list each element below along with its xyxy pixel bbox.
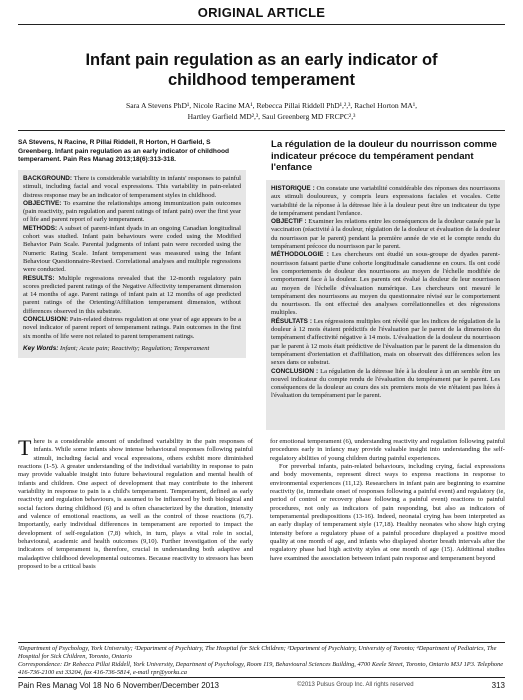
french-title: La régulation de la douleur du nourrisson comme indicateur précoce du tempérament pendant l'enfance [271,139,498,173]
abstract-box [18,170,246,358]
resume-label: OBJECTIF : [271,218,307,226]
journal-reference: Pain Res Manag Vol 18 No 6 November/December 2013 [18,681,219,690]
abstract-text: A subset of parent-infant dyads in an ongoing Canadian longitudinal cohort was studied. Infant pain behaviours were coded using the Modified Behavior Pain Scale. Parental judgments of infant pain were recorded using the Numeric Rating Scale. Infant temperament was measured using the Infant Behaviour Questionnaire-Revised. Correlational analyses and multiple regressions were conducted. [23,224,241,274]
abstract-text: To examine the relationships among immunization pain outcomes (pain reactivity, pain regulation and parent ratings of infant pain) over the first year of life and parent report of early temperament. [23,199,241,224]
french-abstract-box [266,180,505,430]
keywords [23,345,241,353]
abstract-paragraph [23,316,241,341]
resume-text: Les régressions multiples ont révélé que les indices de régulation de la douleur à 12 mois étaient prédictifs de l'évaluation par le parent de la dimension du tempérament d'affectivité négative à 14 mois. L'évaluation de la douleur du nourrisson par le parent à 12 mois était prédictive de l'évaluation par le parent de la dimension du tempérament d'orientation et d'affiliation, mais on observait des différences selon les sexes dans ce substrat. [271,317,500,367]
resume-label: RÉSULTATS : [271,317,312,325]
header-rule [18,24,505,25]
correspondence-footnote: Correspondence: Dr Rebecca Pillai Riddell, York University, Department of Psychology, Room 119, Behavioural Sciences Building, 4700 Keele Street, Toronto, Ontario M3J 1P3. Telephone 416-736-2100 ext 33204, fax 416-736-5814, e-mail rpr@yorku.ca [18,661,504,677]
affiliations-footnote: ¹Department of Psychology, York University; ²Department of Psychiatry, The Hospital for Sick Children; ³Department of Psychiatry, University of Toronto; ⁴Department of Pediatrics, The Hospital for Sick Children, Toronto, Ontario [18,645,497,661]
resume-label: HISTORIQUE : [271,185,315,192]
abstract-paragraph [23,175,241,200]
title-line: Infant pain regulation as an early indicator of [85,51,438,69]
title-rule [18,130,505,131]
body-paragraph: For preverbal infants, pain-related behaviours, including crying, facial expressions and body movements, represent direct ways to express reactions in response to environmental experiences (11,12). Researchers in infant pain are beginning to examine reactivity (ie, immediate onset of responses following a painful event) and regulatory (ie, period of control or recovery phase following a painful event) reactions to painful procedures, not only as indicators of pain responding, but also as indicators of temperamental predispositions (13-16). Indeed, neonatal crying has been interpreted as an early display of temperament style (17,18). Healthy neonates who show high crying intensity before a regulatory phase of a painful procedure displayed a positive mood quality at one month of age, and infants who displayed shorter breath intervals after the regulatory phase had high activity styles at one month of age (15). Additional studies have examined the association between infant pain response and temperament beyond [270,463,505,562]
abstract-paragraph [23,275,241,316]
body-paragraph [18,435,253,572]
resume-label: CONCLUSION : [271,367,319,375]
abstract-label: OBJECTIVE: [23,199,62,207]
body-text: here is a considerable amount of undefined variability in the pain responses of infants. While some infants show intense behavioural responses following painful stimuli, including facial and vocal expressions, others exhibit more diminished reactions (1-5). A greater understanding of the individual variability in response to pain may provide valuable insight into future behavioural regulation and mental health of infants and children. One aspect of development that may contribute to the inherent variability in response to pain is a child's temperament. Temperament, defined as early reactivity and regulation behaviours, is assumed to be influenced by both biological and social factors during childhood (6) and is often characterized by the duration, intensity and valence of emotional reactions, as well as the control of those reactions (6,7). Importantly, early individual differences in temperament are reported to impact the development of self-regulation (7,8) which, in turn, plays a vital role in social, behavioural, academic and health outcomes (9,10). Further investigation of the early indicators of temperament is, therefore, crucial in understanding both adaptive and maladaptive childhood developmental outcomes. Because reactivity to stressors has been proposed to be a critical basis [18,438,253,571]
copyright-notice: ©2013 Pulsus Group Inc. All rights reserved [297,682,414,688]
resume-label: MÉTHODOLOGIE : [271,251,329,259]
abstract-label: BACKGROUND: [23,175,72,182]
body-paragraph: for emotional temperament (6), understanding reactivity and regulation following painful procedures early in infancy may provide valuable insight into understanding the self-regulatory abilities of young children during painful experiences. [270,438,505,462]
footnote-rule [18,642,505,643]
article-title [40,50,483,90]
keywords-text: Infant; Acute pain; Reactivity; Regulation; Temperament [58,344,210,352]
resume-text: La régulation de la détresse liée à la douleur à un an semble être un nouvel indicateur du compte rendu de l'évaluation du tempérament par le parent. Les conséquences de la douleur au cours des six premiers mois de vie n'étaient pas liées à l'évaluation du tempérament par le parent. [271,367,500,400]
resume-text: On constate une variabilité considérable des réponses des nourrissons aux stimuli douloureux, y compris leurs expressions faciales et vocales. Cette variabilité de la réponse à la détresse liée à la douleur peut être un indicateur du type de tempérament pendant l'enfance. [271,185,500,217]
body-column-right [270,438,505,563]
abstract-paragraph [23,225,241,275]
resume-paragraph [271,251,500,317]
abstract-label: METHODS: [23,224,58,232]
abstract-text: There is considerable variability in infants' responses to painful stimuli, including facial and vocal expressions. This variability in pain-related distress response may be an indicator of temperament styles in childhood. [23,175,241,199]
abstract-label: RESULTS: [23,274,55,282]
article-type-label: ORIGINAL ARTICLE [197,5,326,20]
resume-paragraph [271,318,500,368]
abstract-paragraph [23,200,241,225]
resume-text: Les chercheurs ont étudié un sous-groupe de dyades parent-nourrisson faisant partie d'une cohorte longitudinale canadienne en cours. Ils ont codé les comportements de douleur des nourrissons au moyen de l'échelle modifiée de comportement face à la douleur. Les parents ont évalué la douleur de leur nourrisson au moyen de l'échelle d'évaluation numérique. Les chercheurs ont mesuré le tempérament des nourrissons au moyen du questionnaire révisé sur le comportement du nourrisson. Ils ont effectué des analyses corrélationnelles et des régressions multiples. [271,251,501,317]
author-line: Hartley Garfield MD²,³, Saul Greenberg MD FRCPC²,³ [187,112,356,121]
page-footer [18,681,505,690]
resume-text: Examiner les relations entre les conséquences de la douleur causée par la vaccination (réactivité à la douleur, régulation de la douleur et évaluation de la douleur du nourrisson par le parent) pendant la première année de vie et le compte rendu du tempérament précoce du nourrisson par le parent. [271,218,500,251]
resume-paragraph [271,218,500,251]
footnotes [18,645,505,677]
abstract-text: Pain-related distress regulation at one year of age appears to be a novel indicator of parent report of temperament ratings. Pain outcomes in the first six months of life were not related to parent temperament ratings. [23,316,241,340]
resume-paragraph [271,368,500,401]
footer-rule [18,677,505,678]
body-column-left [18,435,253,572]
page-number: 313 [491,681,505,690]
title-line: childhood temperament [167,71,356,89]
author-list [60,100,483,122]
resume-paragraph [271,185,500,218]
author-line: Sara A Stevens PhD¹, Nicole Racine MA¹, Rebecca Pillai Riddell PhD¹,²,³, Rachel Horton MA¹, [126,101,417,110]
abstract-label: CONCLUSION: [23,316,69,324]
drop-cap: T [18,435,32,460]
keywords-label: Key Words: [23,344,59,352]
citation: SA Stevens, N Racine, R Pillai Riddell, R Horton, H Garfield, S Greenberg. Infant pain regulation as an early indicator of childhood temperament. Pain Res Manag 2013;18(6):313-318. [18,139,230,164]
abstract-text: Multiple regressions revealed that the 12-month regulatory pain scores predicted parent ratings of the Negative Affectivity temperament dimension at 14 months of age. Parent ratings of infant pain at 12 months of age predicted parent ratings of the Orienting/Affiliation temperament dimension, without differences observed in this substrate. [23,274,241,315]
